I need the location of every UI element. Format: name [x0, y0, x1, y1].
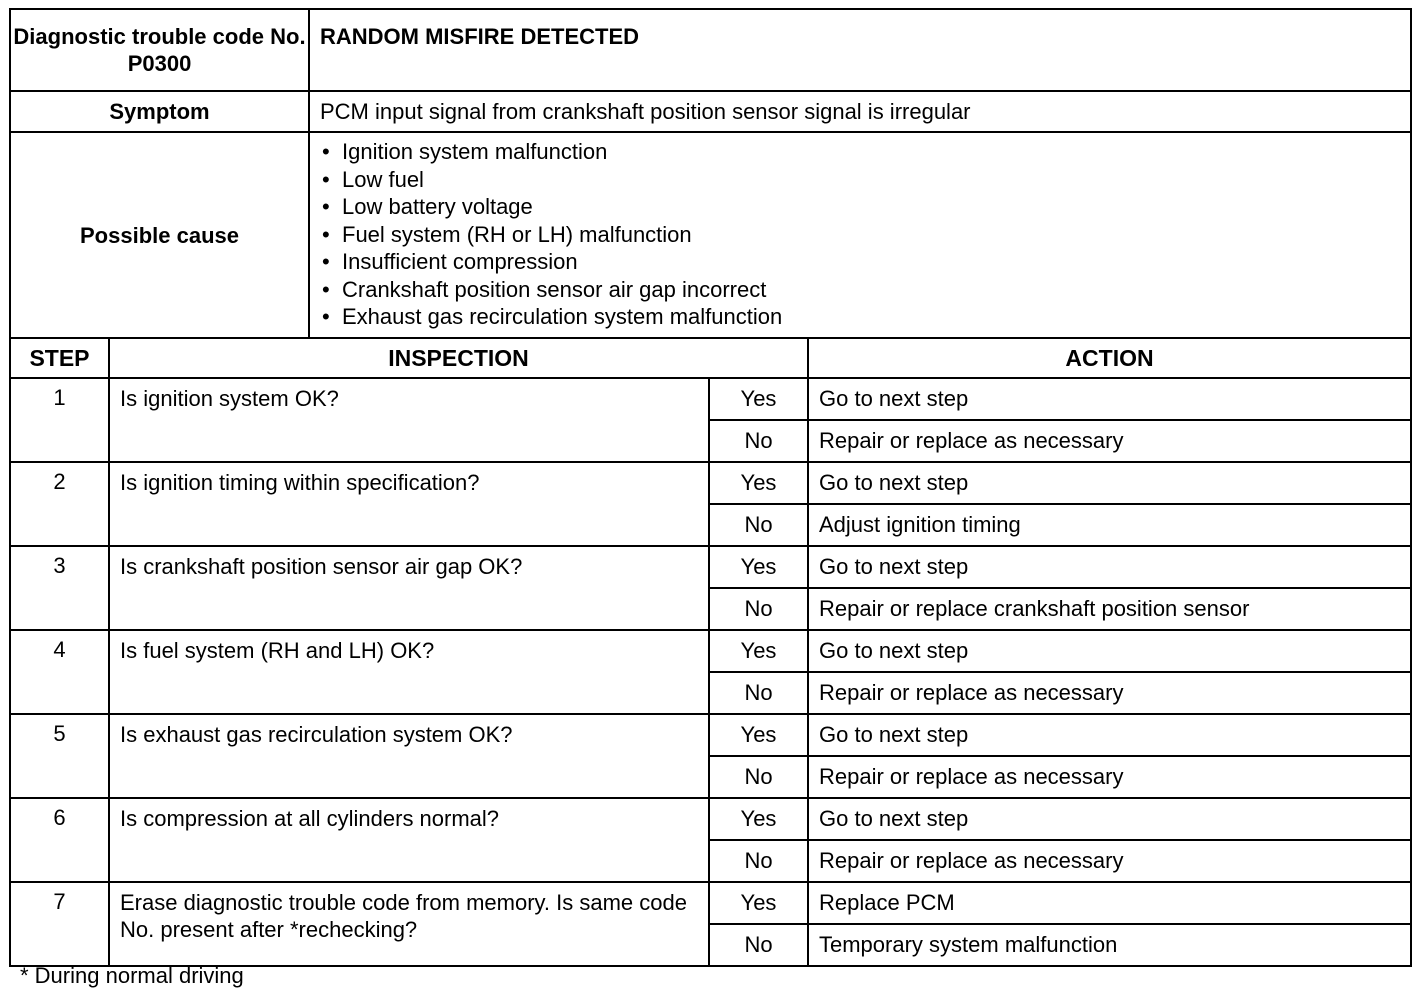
- inspection-column-header: INSPECTION: [109, 338, 808, 378]
- step-row: [10, 378, 1411, 420]
- inspection-text: Is crankshaft position sensor air gap OK?: [109, 546, 709, 630]
- symptom-text: PCM input signal from crankshaft position sensor signal is irregular: [309, 91, 1411, 132]
- footnote: * During normal driving: [20, 963, 244, 988]
- no-action: Repair or replace crankshaft position sensor: [808, 588, 1411, 630]
- no-label: No: [709, 420, 808, 462]
- inspection-text: Erase diagnostic trouble code from memory. Is same code No. present after *rechecking?: [109, 882, 709, 966]
- inspection-text: Is fuel system (RH and LH) OK?: [109, 630, 709, 714]
- possible-cause-cell: [309, 132, 1411, 338]
- yes-action: Go to next step: [808, 462, 1411, 504]
- step-number: 7: [10, 882, 109, 966]
- step-column-header: STEP: [10, 338, 109, 378]
- cause-item: • Low battery voltage: [318, 193, 1402, 221]
- possible-cause-label: Possible cause: [10, 132, 309, 338]
- inspection-text: Is exhaust gas recirculation system OK?: [109, 714, 709, 798]
- step-number: 6: [10, 798, 109, 882]
- symptom-label: Symptom: [10, 91, 309, 132]
- cause-item: • Insufficient compression: [318, 248, 1402, 276]
- yes-action: Go to next step: [808, 798, 1411, 840]
- inspection-text: Is ignition system OK?: [109, 378, 709, 462]
- diagnostic-table: [9, 8, 1412, 967]
- cause-item: • Crankshaft position sensor air gap incorrect: [318, 276, 1402, 304]
- yes-action: Go to next step: [808, 378, 1411, 420]
- yes-label: Yes: [709, 714, 808, 756]
- action-column-header: ACTION: [808, 338, 1411, 378]
- no-label: No: [709, 672, 808, 714]
- dtc-title: RANDOM MISFIRE DETECTED: [309, 9, 1411, 91]
- yes-label: Yes: [709, 378, 808, 420]
- no-action: Repair or replace as necessary: [808, 672, 1411, 714]
- step-number: 5: [10, 714, 109, 798]
- cause-item: • Low fuel: [318, 166, 1402, 194]
- cause-item: • Fuel system (RH or LH) malfunction: [318, 221, 1402, 249]
- yes-label: Yes: [709, 630, 808, 672]
- cause-item: • Ignition system malfunction: [318, 138, 1402, 166]
- dtc-label: Diagnostic trouble code No. P0300: [10, 9, 309, 91]
- yes-label: Yes: [709, 462, 808, 504]
- yes-label: Yes: [709, 546, 808, 588]
- step-row: [10, 462, 1411, 504]
- no-action: Temporary system malfunction: [808, 924, 1411, 966]
- no-action: Repair or replace as necessary: [808, 840, 1411, 882]
- inspection-text: Is compression at all cylinders normal?: [109, 798, 709, 882]
- no-label: No: [709, 840, 808, 882]
- no-action: Repair or replace as necessary: [808, 420, 1411, 462]
- yes-action: Go to next step: [808, 630, 1411, 672]
- no-action: Repair or replace as necessary: [808, 756, 1411, 798]
- step-row: [10, 714, 1411, 756]
- inspection-text: Is ignition timing within specification?: [109, 462, 709, 546]
- yes-action: Replace PCM: [808, 882, 1411, 924]
- cause-list: [310, 133, 1410, 331]
- no-label: No: [709, 504, 808, 546]
- step-row: [10, 882, 1411, 924]
- no-label: No: [709, 756, 808, 798]
- step-number: 2: [10, 462, 109, 546]
- step-number: 3: [10, 546, 109, 630]
- no-label: No: [709, 924, 808, 966]
- step-number: 1: [10, 378, 109, 462]
- no-label: No: [709, 588, 808, 630]
- step-number: 4: [10, 630, 109, 714]
- yes-action: Go to next step: [808, 714, 1411, 756]
- no-action: Adjust ignition timing: [808, 504, 1411, 546]
- yes-label: Yes: [709, 882, 808, 924]
- yes-action: Go to next step: [808, 546, 1411, 588]
- step-row: [10, 546, 1411, 588]
- step-row: [10, 798, 1411, 840]
- cause-item: • Exhaust gas recirculation system malfunction: [318, 303, 1402, 331]
- step-row: [10, 630, 1411, 672]
- yes-label: Yes: [709, 798, 808, 840]
